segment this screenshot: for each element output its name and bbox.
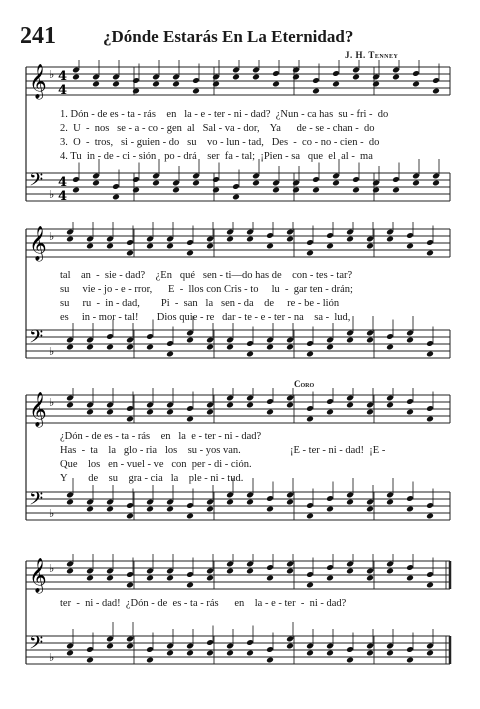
note-head [426, 513, 434, 520]
svg-text:4: 4 [58, 189, 68, 204]
note-head [86, 506, 94, 513]
note-head [246, 568, 254, 575]
lyric-line: 2. U - nos se - a - co - gen al Sal - va - dor, Ya de - se - chan - do [60, 123, 375, 134]
note-head [246, 351, 254, 358]
note-head [386, 236, 394, 243]
note-head [126, 250, 134, 257]
note-head [412, 180, 420, 187]
note-head [206, 409, 214, 416]
note-head [426, 416, 434, 423]
note-head [246, 650, 254, 657]
note-head [66, 650, 74, 657]
lyric-line: es in - mor - tal! Dios quie - re dar - te - e - ter - na sa - lud, [60, 312, 351, 323]
note-head [126, 582, 134, 589]
note-head [192, 88, 200, 95]
lyric-line: Que los en - vuel - ve con per - di - ción. [60, 459, 252, 470]
note-head [326, 650, 334, 657]
note-head [292, 74, 300, 81]
note-head [86, 344, 94, 351]
bass-staff [26, 622, 450, 664]
note-head [132, 88, 140, 95]
note-head [226, 650, 234, 657]
note-head [326, 409, 334, 416]
flat-icon: ♭ [49, 396, 55, 409]
note-head [366, 650, 374, 657]
flat-icon: ♭ [49, 562, 55, 575]
note-head [252, 180, 260, 187]
lyric-line: ter - ni - dad! ¿Dón - de es - ta - rás en la - e - ter - ni - dad? [60, 598, 347, 609]
note-head [146, 344, 154, 351]
note-head [266, 409, 274, 416]
note-head [152, 81, 160, 88]
note-head [126, 513, 134, 520]
lyric-line: 1. Dón - de es - ta - rás en la - e - ter - ni - dad? ¿Nun - ca has su - fri - do [60, 109, 389, 120]
flat-icon: ♭ [49, 188, 55, 201]
flat-icon: ♭ [49, 507, 55, 520]
note-head [312, 88, 320, 95]
note-head [286, 568, 294, 575]
note-head [392, 187, 400, 194]
note-head [92, 81, 100, 88]
note-head [192, 180, 200, 187]
bass-clef-icon: 𝄢 [29, 327, 44, 352]
flat-icon: ♭ [49, 230, 55, 243]
note-head [86, 575, 94, 582]
note-head [292, 187, 300, 194]
note-head [266, 575, 274, 582]
note-head [72, 74, 80, 81]
note-head [106, 506, 114, 513]
bass-staff [26, 478, 450, 520]
note-head [366, 243, 374, 250]
note-head [126, 416, 134, 423]
note-head [246, 236, 254, 243]
note-head [272, 187, 280, 194]
note-head [332, 81, 340, 88]
note-head [272, 81, 280, 88]
note-head [226, 402, 234, 409]
note-head [106, 643, 114, 650]
treble-clef-icon: 𝄞 [29, 226, 47, 261]
note-head [266, 657, 274, 664]
note-head [86, 409, 94, 416]
hymn-number: 241 [20, 23, 56, 49]
note-head [106, 344, 114, 351]
treble-staff [26, 554, 450, 594]
note-head [66, 568, 74, 575]
hymn-title: ¿Dónde Estarás En La Eternidad? [103, 27, 354, 46]
note-head [106, 409, 114, 416]
lyric-line: ¿Dón - de es - ta - rás en la e - ter - ni - dad? [60, 431, 262, 442]
flat-icon: ♭ [49, 345, 55, 358]
note-head [252, 74, 260, 81]
lyric-line: 3. O - tros, si - guien - do su vo - lun - tad, Des - co - no - cien - do [60, 137, 380, 148]
chorus-label: Coro [294, 379, 315, 389]
note-head [306, 582, 314, 589]
note-head [132, 187, 140, 194]
bass-staff [26, 159, 450, 204]
note-head [366, 575, 374, 582]
note-head [166, 650, 174, 657]
note-head [72, 187, 80, 194]
treble-staff [26, 60, 450, 100]
note-head [86, 657, 94, 664]
treble-clef-icon: 𝄞 [29, 558, 47, 593]
note-head [246, 402, 254, 409]
bass-clef-icon: 𝄢 [29, 170, 44, 195]
note-head [126, 643, 134, 650]
note-head [212, 187, 220, 194]
note-head [426, 582, 434, 589]
note-head [146, 243, 154, 250]
note-head [426, 250, 434, 257]
note-head [146, 657, 154, 664]
note-head [106, 243, 114, 250]
lyric-line: su vie - jo - e - rror, E - llos con Cris - to lu - gar ten - drán; [60, 284, 353, 295]
note-head [266, 243, 274, 250]
note-head [386, 499, 394, 506]
bass-clef-icon: 𝄢 [29, 489, 44, 514]
note-head [286, 499, 294, 506]
note-head [286, 643, 294, 650]
note-head [286, 236, 294, 243]
note-head [186, 250, 194, 257]
note-head [186, 582, 194, 589]
note-head [432, 88, 440, 95]
note-head [146, 409, 154, 416]
treble-staff [26, 388, 450, 428]
note-head [166, 243, 174, 250]
note-head [326, 506, 334, 513]
note-head [306, 416, 314, 423]
note-head [112, 194, 120, 201]
svg-text:4: 4 [58, 83, 68, 98]
note-head [346, 337, 354, 344]
note-head [206, 243, 214, 250]
note-head [186, 337, 194, 344]
note-head [386, 344, 394, 351]
music-staves [18, 222, 458, 372]
note-head [346, 499, 354, 506]
note-head [226, 568, 234, 575]
note-head [86, 243, 94, 250]
lyric-line: Y de su gra - cia la ple - ni - tud. [60, 473, 244, 484]
note-head [66, 499, 74, 506]
note-head [232, 194, 240, 201]
note-head [306, 650, 314, 657]
note-head [372, 81, 380, 88]
treble-clef-icon: 𝄞 [29, 392, 47, 427]
note-head [406, 243, 414, 250]
note-head [306, 513, 314, 520]
treble-staff [26, 222, 450, 262]
note-head [386, 402, 394, 409]
music-system-2 [18, 222, 458, 372]
note-head [406, 506, 414, 513]
note-head [352, 187, 360, 194]
note-head [166, 351, 174, 358]
note-head [66, 344, 74, 351]
note-head [266, 344, 274, 351]
note-head [166, 409, 174, 416]
note-head [346, 657, 354, 664]
note-head [412, 81, 420, 88]
note-head [226, 344, 234, 351]
note-head [206, 650, 214, 657]
note-head [372, 187, 380, 194]
note-head [206, 506, 214, 513]
composer-credit: J. H. Tenney [345, 50, 399, 60]
bass-clef-icon: 𝄢 [29, 633, 44, 658]
note-head [392, 74, 400, 81]
note-head [232, 74, 240, 81]
note-head [406, 409, 414, 416]
note-head [146, 506, 154, 513]
note-head [346, 236, 354, 243]
note-head [406, 575, 414, 582]
note-head [206, 575, 214, 582]
treble-clef-icon: 𝄞 [29, 64, 47, 99]
note-head [326, 344, 334, 351]
note-head [166, 575, 174, 582]
lyric-line: su ru - in - dad, Pi - san la sen - da de re - be - lión [60, 298, 340, 309]
note-head [92, 180, 100, 187]
note-head [306, 351, 314, 358]
note-head [266, 506, 274, 513]
note-head [206, 344, 214, 351]
note-head [426, 650, 434, 657]
music-staves [18, 554, 458, 684]
note-head [406, 657, 414, 664]
note-head [406, 337, 414, 344]
note-head [366, 506, 374, 513]
chorus-lyric-line: ¡E - ter - ni - dad! ¡E - [290, 445, 386, 456]
note-head [286, 344, 294, 351]
note-head [346, 568, 354, 575]
note-head [326, 575, 334, 582]
note-head [366, 409, 374, 416]
note-head [386, 650, 394, 657]
note-head [166, 506, 174, 513]
note-head [126, 344, 134, 351]
time-signature: 4 [58, 175, 68, 190]
lyric-line: Has - ta la glo - ria los su - yos van. [60, 445, 241, 456]
note-head [66, 236, 74, 243]
note-head [332, 180, 340, 187]
note-head [186, 650, 194, 657]
note-head [286, 402, 294, 409]
note-head [386, 568, 394, 575]
note-head [426, 351, 434, 358]
lyric-line: 4. Tu in - de - ci - sión po - drá ser fa - tal; ¡Pien - sa que el al - ma [60, 151, 373, 162]
note-head [146, 575, 154, 582]
note-head [246, 499, 254, 506]
note-head [152, 180, 160, 187]
note-head [212, 81, 220, 88]
note-head [366, 337, 374, 344]
note-head [106, 575, 114, 582]
note-head [112, 81, 120, 88]
note-head [432, 180, 440, 187]
note-head [306, 250, 314, 257]
note-head [186, 416, 194, 423]
note-head [172, 187, 180, 194]
flat-icon: ♭ [49, 651, 55, 664]
note-head [66, 402, 74, 409]
note-head [226, 236, 234, 243]
note-head [186, 513, 194, 520]
note-head [352, 74, 360, 81]
note-head [326, 243, 334, 250]
note-head [346, 402, 354, 409]
music-system-4 [18, 554, 458, 684]
lyric-line: tal an - sie - dad? ¿En qué sen - ti—do has de con - tes - tar? [60, 270, 353, 281]
note-head [172, 81, 180, 88]
note-head [226, 499, 234, 506]
note-head [312, 187, 320, 194]
time-signature: 4 [58, 69, 68, 84]
flat-icon: ♭ [49, 68, 55, 81]
